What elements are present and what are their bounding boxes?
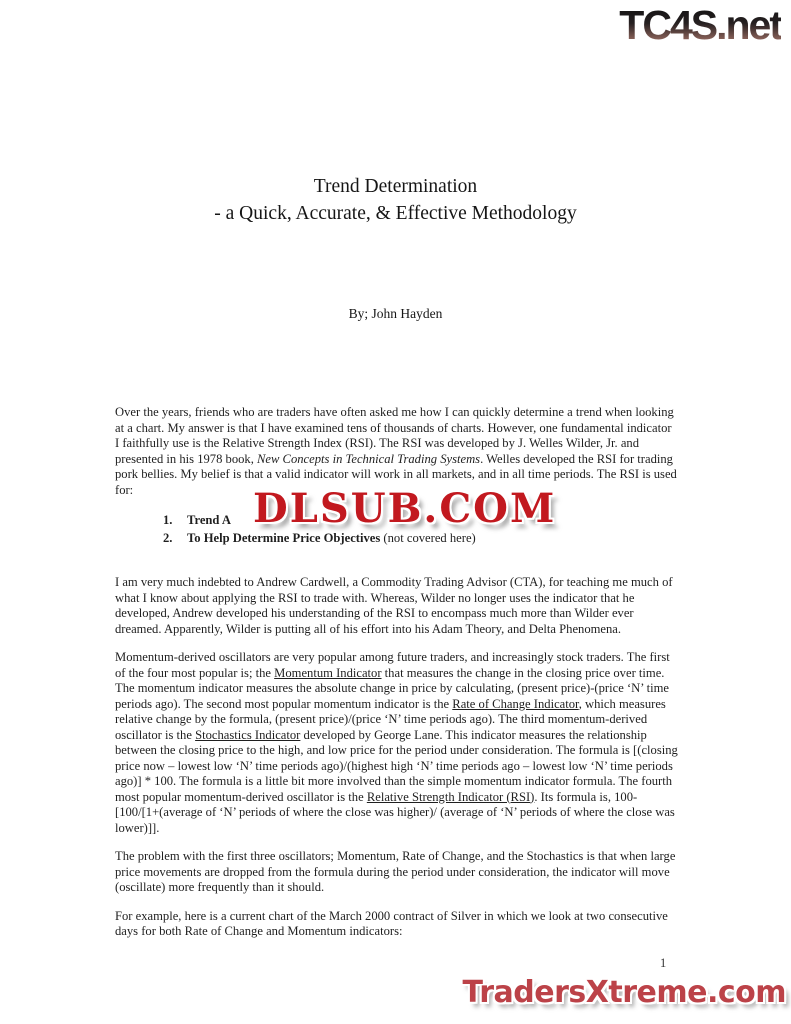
title-line-2: - a Quick, Accurate, & Effective Methodology xyxy=(214,203,577,224)
dlsub-watermark: DLSUB.COM xyxy=(253,485,557,532)
list-item-text: Trend A xyxy=(187,513,231,527)
list-item-number: 2. xyxy=(163,531,173,545)
paragraph-cardwell: I am very much indebted to Andrew Cardwell, a Commodity Trading Advisor (CTA), for teaching me much of what I know about applying the RSI to trade with. Whereas, Wilder no longer uses the indicator that he developed, Andrew developed his understanding of the RSI to encompass much more than Wilder ever dreamed. Apparently, Wilder is putting all of his effort into his Adam Theory, and Delta Phenomena. xyxy=(115,575,673,636)
document-title xyxy=(0,173,791,227)
page-number: 1 xyxy=(660,956,667,970)
paragraph-example: For example, here is a current chart of the March 2000 contract of Silver in which we look at two consecutive days for both Rate of Change and Momentum indicators: xyxy=(115,908,668,938)
paragraph-intro: Over the years, friends who are traders have often asked me how I can quickly determine a trend when looking at a chart. My answer is that I have examined tens of thousands of charts. However, one fundamental indicator I faithfully use is the Relative Strength Index (RSI). The RSI was developed by J. Welles Wilder, Jr. and presented in his 1978 book, New Concepts in Technical Trading Systems. Welles developed the RSI for trading pork bellies. My belief is that a valid indicator will work in all markets, and in all time periods. The RSI is used for: xyxy=(115,405,677,497)
byline: By; John Hayden xyxy=(348,306,443,321)
paragraph-problem: The problem with the first three oscillators; Momentum, Rate of Change, and the Stochastics is that when large price movements are dropped from the formula during the period under consideration, the indicator will move (oscillate) more frequently than it should. xyxy=(115,849,676,894)
tc4s-logo: TC4S.net xyxy=(619,2,781,48)
list-item-number: 1. xyxy=(163,513,173,527)
paragraph-oscillators: Momentum-derived oscillators are very popular among future traders, and increasingly stock traders. The first of the four most popular is; the Momentum Indicator that measures the change in the closing price over time. The momentum indicator measures the absolute change in price by calculating, (present price)-(price ‘N’ time periods ago). The second most popular momentum indicator is the Rate of Change Indicator, which measures relative change by the formula, (present price)/(price ‘N’ time periods ago). The third momentum-derived oscillator is the Stochastics Indicator developed by George Lane. This indicator measures the relationship between the closing price to the high, and low price for the period under consideration. The formula is [(closing price now – lowest low ‘N’ time periods ago)/(highest high ‘N’ time periods ago – lowest low ‘N’ time periods ago)] * 100. The formula is a little bit more involved than the simple momentum indicator formula. The fourth most popular momentum-derived oscillator is the Relative Strength Indicator (RSI). Its formula is, 100-[100/[1+(average of ‘N’ periods of where the close was higher)/ (average of ‘N’ periods of where the close was lower)]]. xyxy=(115,650,678,835)
title-line-1: Trend Determination xyxy=(313,176,478,197)
tradersxtreme-logo: TradersXtreme.com xyxy=(462,975,786,1010)
list-item-text: To Help Determine Price Objectives (not covered here) xyxy=(187,531,476,545)
